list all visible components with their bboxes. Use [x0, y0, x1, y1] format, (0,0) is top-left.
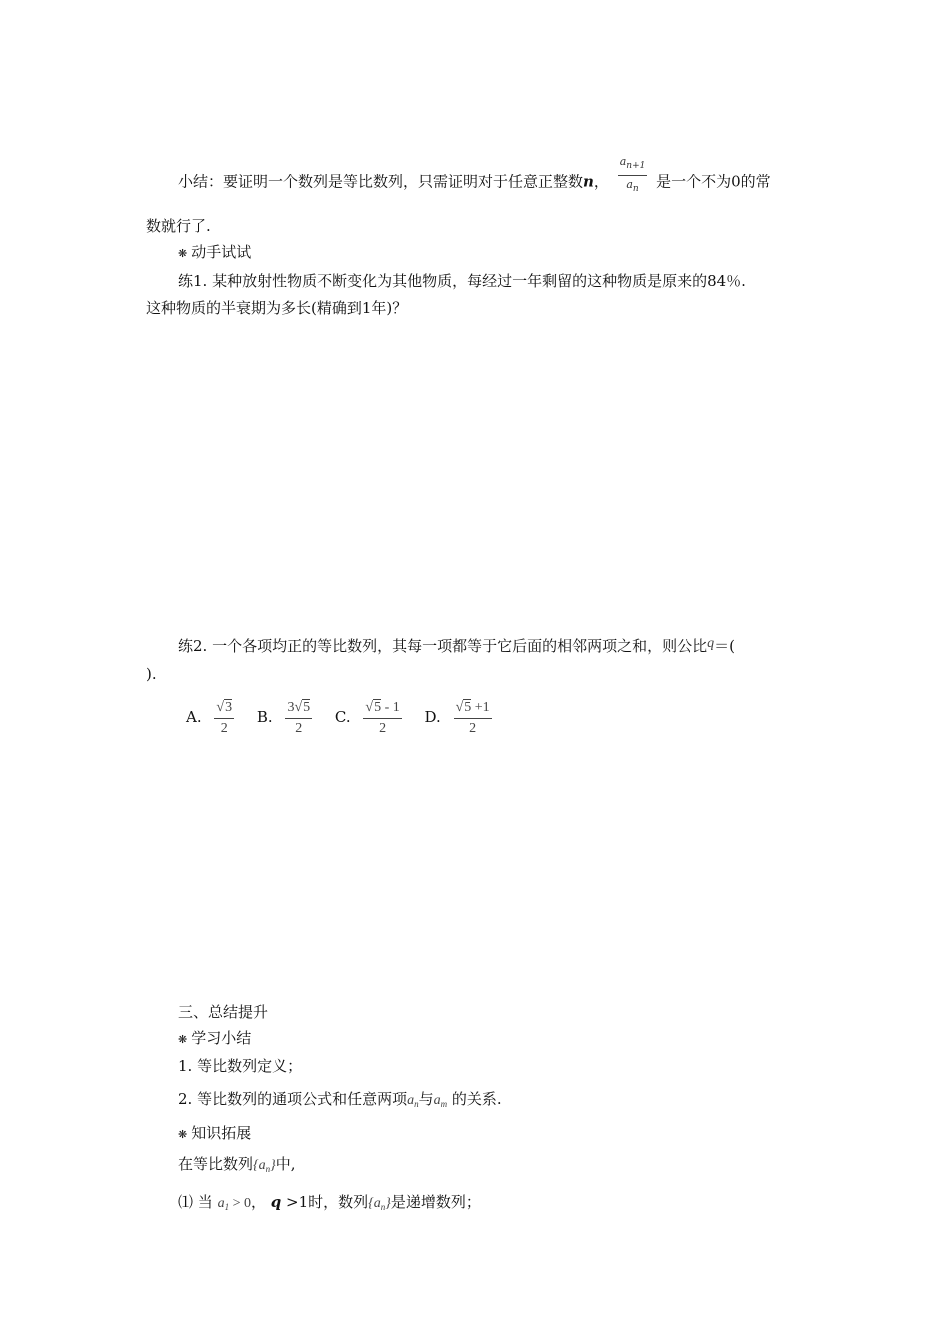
sqrt-icon: √	[455, 699, 464, 715]
radicand: 3	[225, 699, 233, 715]
exercise2-text: 练2. 一个各项均正的等比数列，其每一项都等于它后面的相邻两项之和，则公比	[178, 637, 708, 655]
seq-sub: n	[265, 1164, 271, 1174]
section3-title: 三、总结提升	[178, 1003, 269, 1021]
exercise2-line1	[178, 634, 735, 656]
numerator-a: a	[619, 155, 627, 168]
ext-line1-after: 中,	[275, 1155, 296, 1173]
asterism-icon: ❋	[178, 1033, 188, 1046]
q-condition: >1时，数列	[281, 1193, 369, 1211]
tail: - 1	[381, 699, 400, 715]
seq-open: {a	[253, 1158, 266, 1173]
exercise1-line2: 这种物质的半衰期为多长(精确到1年)？	[146, 299, 408, 317]
an-sub: n	[414, 1099, 419, 1109]
asterism-icon: ❋	[178, 247, 188, 260]
fraction-numerator	[214, 699, 234, 719]
item2-mid: 与	[418, 1090, 434, 1108]
am-sub: m	[440, 1099, 448, 1109]
choice-label: C.	[334, 708, 351, 726]
item2-text: 2. 等比数列的通项公式和任意两项	[178, 1090, 408, 1108]
sequence-an	[253, 1158, 276, 1173]
case1-label: ⑴ 当	[178, 1193, 213, 1211]
section-try-heading	[178, 242, 251, 264]
choice-d[interactable]	[424, 699, 496, 736]
term-am	[434, 1093, 448, 1108]
knowledge-extension-heading	[178, 1123, 251, 1145]
choice-fraction	[214, 699, 234, 738]
comma: ，	[593, 172, 609, 191]
denominator-a: a	[626, 178, 633, 191]
summary-item-2	[178, 1089, 502, 1114]
ext-line1-text: 在等比数列	[178, 1155, 254, 1173]
fraction-denominator: 2	[295, 720, 303, 736]
knowledge-extension-title: 知识拓展	[191, 1124, 252, 1142]
coef: 3	[287, 699, 295, 715]
radicand: 5	[303, 699, 311, 715]
term-an	[407, 1093, 419, 1108]
choice-b[interactable]	[256, 699, 321, 736]
sequence-an	[368, 1196, 391, 1211]
case1-after: 是递增数列；	[390, 1193, 481, 1211]
var-q: q	[270, 1193, 282, 1211]
var-q: q	[707, 636, 715, 651]
radicand: 5	[374, 699, 382, 715]
section-try-title: 动手试试	[191, 243, 252, 261]
summary-note-line2: 数就行了.	[146, 217, 211, 235]
term-a1	[218, 1196, 230, 1211]
sqrt-icon: √	[216, 699, 225, 715]
summary-note-after: 是一个不为0的常	[656, 172, 771, 191]
comma: ，	[250, 1193, 266, 1211]
seq-open: {a	[368, 1196, 381, 1211]
choice-c[interactable]	[334, 699, 411, 736]
exercise2-line2: ).	[146, 665, 157, 683]
exercise1-line1: 练1. 某种放射性物质不断变化为其他物质，每经过一年剩留的这种物质是原来的84％.	[178, 272, 746, 290]
sqrt-icon: √	[294, 699, 303, 715]
an-letter: a	[407, 1093, 415, 1108]
study-summary-title: 学习小结	[191, 1029, 252, 1047]
choice-a[interactable]	[186, 699, 243, 736]
var-n: n	[583, 172, 594, 191]
fraction-numerator	[618, 154, 648, 176]
asterism-icon: ❋	[178, 1128, 188, 1141]
denominator-sub: n	[632, 184, 639, 194]
tail: +1	[471, 699, 490, 715]
radicand: 5	[464, 699, 472, 715]
fraction-numerator	[285, 699, 312, 719]
fraction-numerator	[454, 699, 492, 719]
study-summary-heading	[178, 1028, 251, 1050]
choice-label: A.	[186, 708, 202, 726]
choice-label: D.	[424, 708, 441, 726]
choice-fraction	[363, 699, 401, 738]
am-letter: a	[433, 1093, 441, 1108]
a1-letter: a	[217, 1196, 225, 1211]
choice-fraction	[285, 699, 312, 738]
item2-after: 的关系.	[451, 1090, 502, 1108]
ratio-fraction	[618, 154, 648, 197]
choices-row	[186, 697, 510, 738]
a1-sub: 1	[224, 1202, 230, 1212]
gt-zero: > 0	[229, 1196, 251, 1211]
case1-line	[178, 1192, 481, 1217]
seq-sub: n	[380, 1202, 386, 1212]
numerator-sub: n+1	[626, 161, 646, 171]
choice-fraction	[454, 699, 492, 738]
fraction-denominator: 2	[379, 720, 387, 736]
choice-label: B.	[256, 708, 273, 726]
extension-line1	[178, 1154, 296, 1179]
fraction-denominator	[618, 176, 648, 197]
summary-note-line1	[178, 155, 771, 197]
summary-note-text: 小结：要证明一个数列是等比数列，只需证明对于任意正整数	[178, 172, 584, 191]
seq-close: }	[270, 1158, 276, 1173]
fraction-numerator	[363, 699, 401, 719]
sqrt-icon: √	[365, 699, 374, 715]
fraction-denominator: 2	[469, 720, 477, 736]
summary-item-1: 1. 等比数列定义；	[178, 1057, 303, 1075]
fraction-denominator: 2	[220, 720, 228, 736]
equals-paren: ＝(	[714, 637, 735, 655]
seq-close: }	[385, 1196, 391, 1211]
